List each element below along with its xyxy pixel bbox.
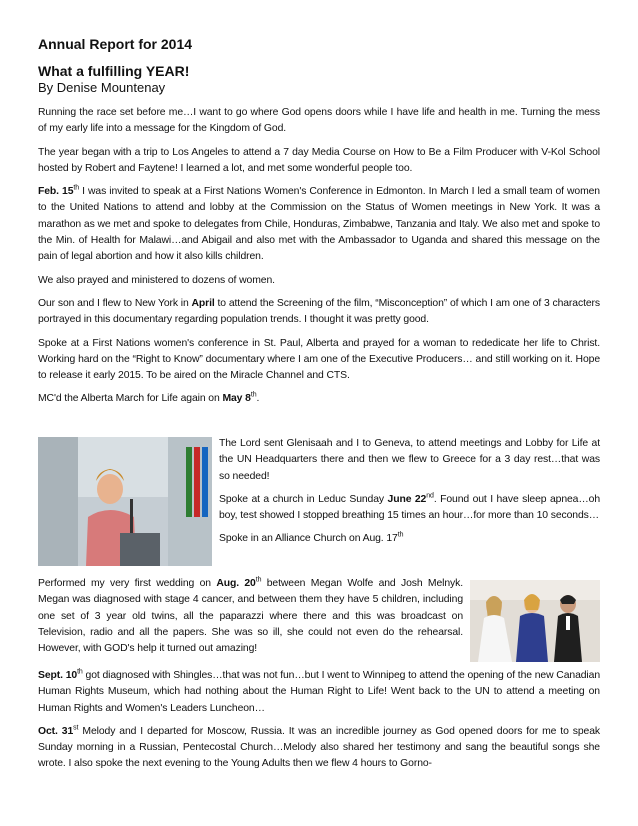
paragraph-wedding: Performed my very first wedding on Aug. 20th between Megan Wolfe and Josh Melnyk. Megan was diagnosed with stage 4 cancer, and between them they have 5 children, including one set of 3 year old twins, all the paparazzi where there and this was broadcast on Television, radio and all the papers. She was so ill, she could not even do the rehearsal. However, with GOD's help it turned out amazing! [38, 576, 463, 655]
date-april: April [191, 297, 215, 309]
date-may: May 8 [222, 393, 251, 405]
photo-speaker-at-podium [38, 437, 212, 566]
date-sept: Sept. 10 [38, 670, 78, 681]
paragraph-media-course: The year began with a trip to Los Angeles to attend a 7 day Media Course on How to Be a Film Producer with V-Kol School hosted by Robert and Faytene! I learned a lot, and met some wonderful people too. [38, 146, 600, 174]
paragraph-intro: Running the race set before me…I want to go where God opens doors while I have life and health in me. Turning the mess of my early life into a message for the Kingdom of God. [38, 107, 600, 135]
date-aug: Aug. 20 [216, 578, 256, 589]
wedding-section [38, 576, 463, 664]
paragraph-sept: Sept. 10th got diagnosed with Shingles…that was not fun…but I went to Winnipeg to attend the opening of the new Canadian Human Rights Museum, which had nothing about the Human Right to Life! Went back to the UN to attend a meeting on Human Rights and Women's Leaders Luncheon… [38, 668, 600, 714]
paragraph-april: Our son and I flew to New York in April to attend the Screening of the film, “Misconception” of which I am one of 3 characters portrayed in this documentary regarding population trends. I thought it was pretty good. [38, 297, 600, 326]
paragraph-oct: Oct. 31st Melody and I departed for Moscow, Russia. It was an incredible journey as God opened doors for me to speak Sunday morning in a Russian, Pentecostal Church…Melody also shared her testimony and sang the beautiful songs she wrote. I also spoke the next evening to the Young Adults then we flew 4 hours to Gorno- [38, 724, 600, 770]
paragraph-geneva: The Lord sent Glenisaah and I to Geneva, to attend meetings and Lobby for Life at the UN Headquarters there and then we flew to Greece for a 3 day rest…that was so needed! [219, 438, 600, 482]
paragraph-march-for-life: MC'd the Alberta March for Life again on May 8th. [38, 391, 260, 405]
date-feb: Feb. 15 [38, 186, 74, 198]
paragraph-alliance-church: Spoke in an Alliance Church on Aug. 17th [219, 532, 404, 545]
report-subtitle: What a fulfilling YEAR! [38, 63, 190, 79]
paragraph-st-paul: Spoke at a First Nations women's conference in St. Paul, Alberta and prayed for a woman to rededicate her life to Christ. Working hard on the “Right to Know” documentary where I am one of the Executive Producers… and still working on it. Hope to release it early 2015. To be aired on the Miracle Channel and CTS. [38, 337, 600, 382]
photo-wedding-ceremony [470, 580, 600, 662]
geneva-section [219, 436, 600, 555]
document-page [38, 36, 600, 415]
fall-section [38, 668, 600, 780]
author-byline: By Denise Mountenay [38, 80, 166, 95]
paragraph-prayed: We also prayed and ministered to dozens of women. [38, 274, 275, 286]
date-june: June 22 [387, 493, 427, 505]
paragraph-feb: Feb. 15th I was invited to speak at a First Nations Women's Conference in Edmonton. In March I led a small team of women to the United Nations to attend and lobby at the Commission on the Status of Women meetings in New York. It was a marathon as we met and spoke to delegates from Chile, Honduras, Zimbabwe, Tanzania and Italy. We also met and spoke to the Min. of Health for Malawi…and Abigail and also met with the Ambassador to Uganda and shared this message on the pain of legal abortion and how it also kills children. [38, 184, 600, 263]
paragraph-leduc: Spoke at a church in Leduc Sunday June 22nd. Found out I have sleep apnea…oh boy, test showed I stopped breathing 15 times an hour…for more than 10 seconds… [219, 492, 601, 522]
report-title: Annual Report for 2014 [38, 36, 193, 52]
date-oct: Oct. 31 [38, 725, 74, 737]
